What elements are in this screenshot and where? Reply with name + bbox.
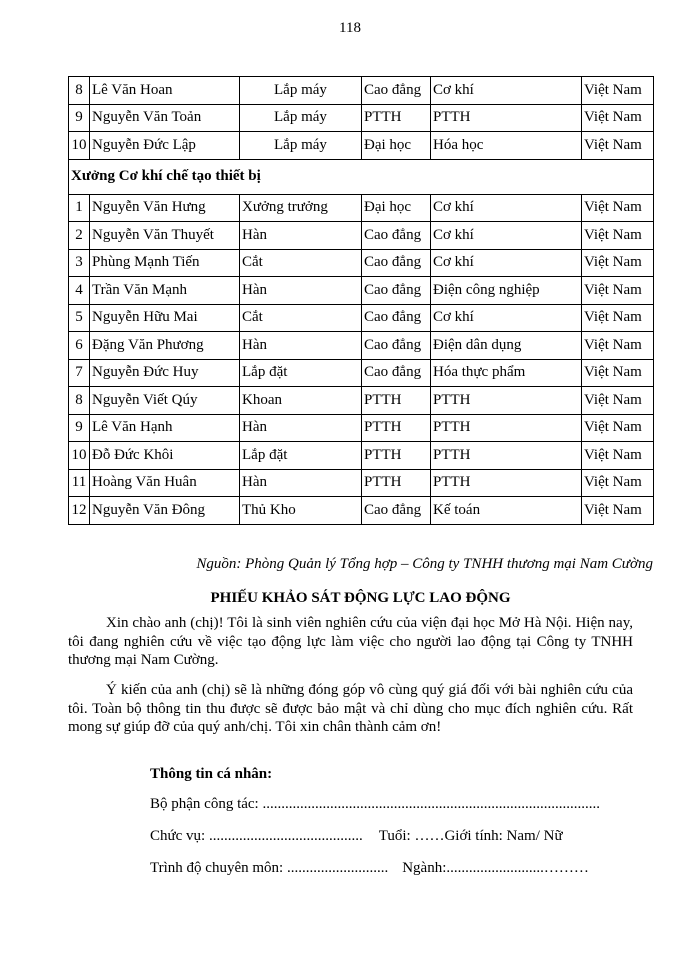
education-level-cell: PTTH <box>362 442 431 470</box>
section-title: Xưởng Cơ khí chế tạo thiết bị <box>69 159 654 194</box>
employee-name-cell: Nguyễn Hữu Mai <box>90 304 240 332</box>
nationality-cell: Việt Nam <box>582 414 654 442</box>
nationality-cell: Việt Nam <box>582 387 654 415</box>
table-row <box>69 414 654 442</box>
employee-name-cell: Lê Văn Hạnh <box>90 414 240 442</box>
nationality-cell: Việt Nam <box>582 77 654 105</box>
table-body-section <box>69 194 654 524</box>
major-cell: PTTH <box>431 442 582 470</box>
row-number-cell: 11 <box>69 469 90 497</box>
row-number-cell: 1 <box>69 194 90 222</box>
page-number: 118 <box>339 20 361 36</box>
job-title-cell: Thủ Kho <box>240 497 362 525</box>
employee-name-cell: Trần Văn Mạnh <box>90 277 240 305</box>
section-row <box>69 159 654 194</box>
education-level-cell: PTTH <box>362 414 431 442</box>
employee-name-cell: Nguyễn Đức Lập <box>90 132 240 160</box>
nationality-cell: Việt Nam <box>582 104 654 132</box>
major-cell: PTTH <box>431 414 582 442</box>
table-row <box>69 304 654 332</box>
major-cell: PTTH <box>431 469 582 497</box>
row-number-cell: 9 <box>69 414 90 442</box>
major-cell: Cơ khí <box>431 249 582 277</box>
employee-name-cell: Nguyễn Văn Toản <box>90 104 240 132</box>
table-row <box>69 132 654 160</box>
education-level-cell: Cao đẳng <box>362 497 431 525</box>
major-cell: PTTH <box>431 387 582 415</box>
age-gender-field[interactable]: Tuổi: ……Giới tính: Nam/ Nữ <box>378 828 563 844</box>
education-level-cell: Cao đẳng <box>362 222 431 250</box>
department-field[interactable]: Bộ phận công tác: .......................................................................................... <box>150 796 600 812</box>
education-level-cell: PTTH <box>362 387 431 415</box>
education-level-cell: Cao đẳng <box>362 277 431 305</box>
survey-title: PHIẾU KHẢO SÁT ĐỘNG LỰC LAO ĐỘNG <box>210 590 511 606</box>
nationality-cell: Việt Nam <box>582 222 654 250</box>
major-cell: Điện công nghiệp <box>431 277 582 305</box>
job-title-cell: Lắp đặt <box>240 359 362 387</box>
row-number-cell: 4 <box>69 277 90 305</box>
nationality-cell: Việt Nam <box>582 249 654 277</box>
nationality-cell: Việt Nam <box>582 442 654 470</box>
education-level-cell: Cao đẳng <box>362 249 431 277</box>
major-cell: Điện dân dụng <box>431 332 582 360</box>
row-number-cell: 8 <box>69 387 90 415</box>
employee-name-cell: Nguyễn Viết Qúy <box>90 387 240 415</box>
employee-name-cell: Lê Văn Hoan <box>90 77 240 105</box>
major-cell: PTTH <box>431 104 582 132</box>
education-level-cell: PTTH <box>362 469 431 497</box>
major-field[interactable]: Ngành:..........................……… <box>402 860 589 876</box>
education-level-cell: Đại học <box>362 132 431 160</box>
nationality-cell: Việt Nam <box>582 304 654 332</box>
major-cell: Hóa học <box>431 132 582 160</box>
employee-name-cell: Nguyễn Văn Hưng <box>90 194 240 222</box>
job-title-cell: Xưởng trưởng <box>240 194 362 222</box>
nationality-cell: Việt Nam <box>582 194 654 222</box>
job-title-cell: Lắp máy <box>240 104 362 132</box>
row-number-cell: 5 <box>69 304 90 332</box>
table-row <box>69 277 654 305</box>
job-title-cell: Lắp máy <box>240 132 362 160</box>
job-title-cell: Lắp đặt <box>240 442 362 470</box>
job-title-cell: Lắp máy <box>240 77 362 105</box>
employee-name-cell: Nguyễn Đức Huy <box>90 359 240 387</box>
table-section <box>69 159 654 194</box>
row-number-cell: 9 <box>69 104 90 132</box>
job-title-cell: Khoan <box>240 387 362 415</box>
nationality-cell: Việt Nam <box>582 497 654 525</box>
major-cell: Kế toán <box>431 497 582 525</box>
education-level-cell: Cao đẳng <box>362 359 431 387</box>
row-number-cell: 10 <box>69 132 90 160</box>
table-row <box>69 249 654 277</box>
table-row <box>69 359 654 387</box>
major-cell: Cơ khí <box>431 77 582 105</box>
row-number-cell: 10 <box>69 442 90 470</box>
nationality-cell: Việt Nam <box>582 469 654 497</box>
row-number-cell: 12 <box>69 497 90 525</box>
education-level-cell: Cao đẳng <box>362 304 431 332</box>
nationality-cell: Việt Nam <box>582 359 654 387</box>
table-row <box>69 442 654 470</box>
personal-info-heading: Thông tin cá nhân: <box>150 766 273 782</box>
employee-name-cell: Nguyễn Văn Đông <box>90 497 240 525</box>
purpose-paragraph: Ý kiến của anh (chị) sẽ là những đóng góp vô cùng quý giá đối với bài nghiên cứu của tôi. Toàn bộ thông tin thu được sẽ được bảo mật và chỉ dùng cho mục đích nghiên cứu. Rất mong sự giúp đỡ của quý anh/chị. Tôi xin chân thành cảm ơn! <box>68 682 633 735</box>
employee-name-cell: Hoàng Văn Huân <box>90 469 240 497</box>
table-row <box>69 222 654 250</box>
position-age-line <box>150 828 563 845</box>
employee-name-cell: Phùng Mạnh Tiến <box>90 249 240 277</box>
education-level-cell: Cao đẳng <box>362 77 431 105</box>
employee-name-cell: Đặng Văn Phương <box>90 332 240 360</box>
intro-paragraph: Xin chào anh (chị)! Tôi là sinh viên nghiên cứu của viện đại học Mở Hà Nội. Hiện nay, tôi đang nghiên cứu về việc tạo động lực làm việc cho người lao động tại Công ty TNHH thương mại Nam Cường. <box>68 615 633 668</box>
job-title-cell: Cắt <box>240 249 362 277</box>
table-body-top <box>69 77 654 160</box>
department-line <box>150 796 600 813</box>
job-title-cell: Cắt <box>240 304 362 332</box>
qualification-line <box>150 860 589 877</box>
job-title-cell: Hàn <box>240 277 362 305</box>
nationality-cell: Việt Nam <box>582 277 654 305</box>
nationality-cell: Việt Nam <box>582 132 654 160</box>
job-title-cell: Hàn <box>240 469 362 497</box>
education-level-cell: Cao đẳng <box>362 332 431 360</box>
nationality-cell: Việt Nam <box>582 332 654 360</box>
table-row <box>69 387 654 415</box>
row-number-cell: 2 <box>69 222 90 250</box>
table-row <box>69 497 654 525</box>
table-row <box>69 194 654 222</box>
row-number-cell: 7 <box>69 359 90 387</box>
table-row <box>69 77 654 105</box>
job-title-cell: Hàn <box>240 222 362 250</box>
qualification-field[interactable]: Trình độ chuyên môn: ........................... <box>150 860 389 876</box>
table-row <box>69 104 654 132</box>
education-level-cell: PTTH <box>362 104 431 132</box>
major-cell: Cơ khí <box>431 222 582 250</box>
source-note: Nguồn: Phòng Quản lý Tổng hợp – Công ty TNHH thương mại Nam Cường <box>196 556 653 572</box>
row-number-cell: 8 <box>69 77 90 105</box>
major-cell: Cơ khí <box>431 194 582 222</box>
job-title-cell: Hàn <box>240 332 362 360</box>
row-number-cell: 6 <box>69 332 90 360</box>
row-number-cell: 3 <box>69 249 90 277</box>
table-row <box>69 332 654 360</box>
staff-table <box>68 76 654 525</box>
position-field[interactable]: Chức vụ: ......................................... <box>150 828 363 844</box>
major-cell: Cơ khí <box>431 304 582 332</box>
table-row <box>69 469 654 497</box>
education-level-cell: Đại học <box>362 194 431 222</box>
job-title-cell: Hàn <box>240 414 362 442</box>
major-cell: Hóa thực phẩm <box>431 359 582 387</box>
employee-name-cell: Nguyễn Văn Thuyết <box>90 222 240 250</box>
employee-name-cell: Đỗ Đức Khôi <box>90 442 240 470</box>
